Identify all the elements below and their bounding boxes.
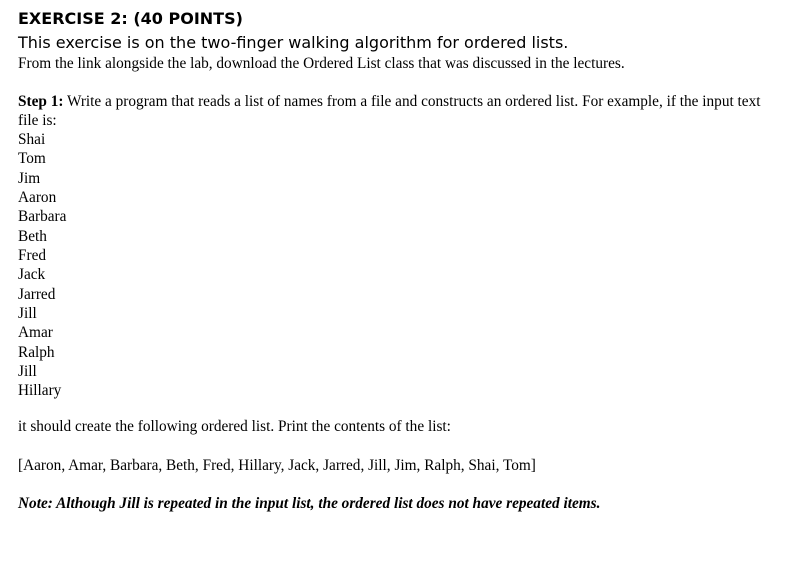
exercise-subtitle: This exercise is on the two-finger walking algorithm for ordered lists. bbox=[18, 33, 569, 52]
list-item: Shai bbox=[18, 131, 46, 148]
list-item: Aaron bbox=[18, 189, 57, 207]
list-item: Jack bbox=[18, 266, 46, 284]
list-item: Jim bbox=[18, 169, 41, 187]
list-item: Beth bbox=[18, 227, 47, 245]
exercise-intro: From the link alongside the lab, download the Ordered List class that was discussed in the lectures. bbox=[18, 55, 625, 72]
list-item: Tom bbox=[18, 150, 46, 168]
list-item: Hillary bbox=[18, 382, 62, 400]
list-item: Ralph bbox=[18, 343, 55, 361]
instruction-text: it should create the following ordered list. Print the contents of the list: bbox=[18, 418, 451, 435]
list-item: Amar bbox=[18, 324, 53, 342]
step-1-label: Step 1: bbox=[18, 93, 64, 110]
step-1-paragraph bbox=[18, 92, 778, 130]
list-item: Jill bbox=[18, 363, 37, 381]
exercise-heading: EXERCISE 2: (40 POINTS) bbox=[18, 9, 243, 28]
note-text: Note: Although Jill is repeated in the input list, the ordered list does not have repeated items. bbox=[18, 495, 601, 512]
list-item: Barbara bbox=[18, 208, 67, 226]
list-item: Jill bbox=[18, 305, 37, 323]
list-item: Jarred bbox=[18, 285, 56, 303]
ordered-list-result: [Aaron, Amar, Barbara, Beth, Fred, Hillary, Jack, Jarred, Jill, Jim, Ralph, Shai, Tom] bbox=[18, 457, 536, 474]
step-1-text: Write a program that reads a list of names from a file and constructs an ordered list. For example, if the input text file is: bbox=[18, 93, 761, 129]
input-names-list bbox=[18, 130, 66, 401]
list-item: Fred bbox=[18, 247, 47, 265]
